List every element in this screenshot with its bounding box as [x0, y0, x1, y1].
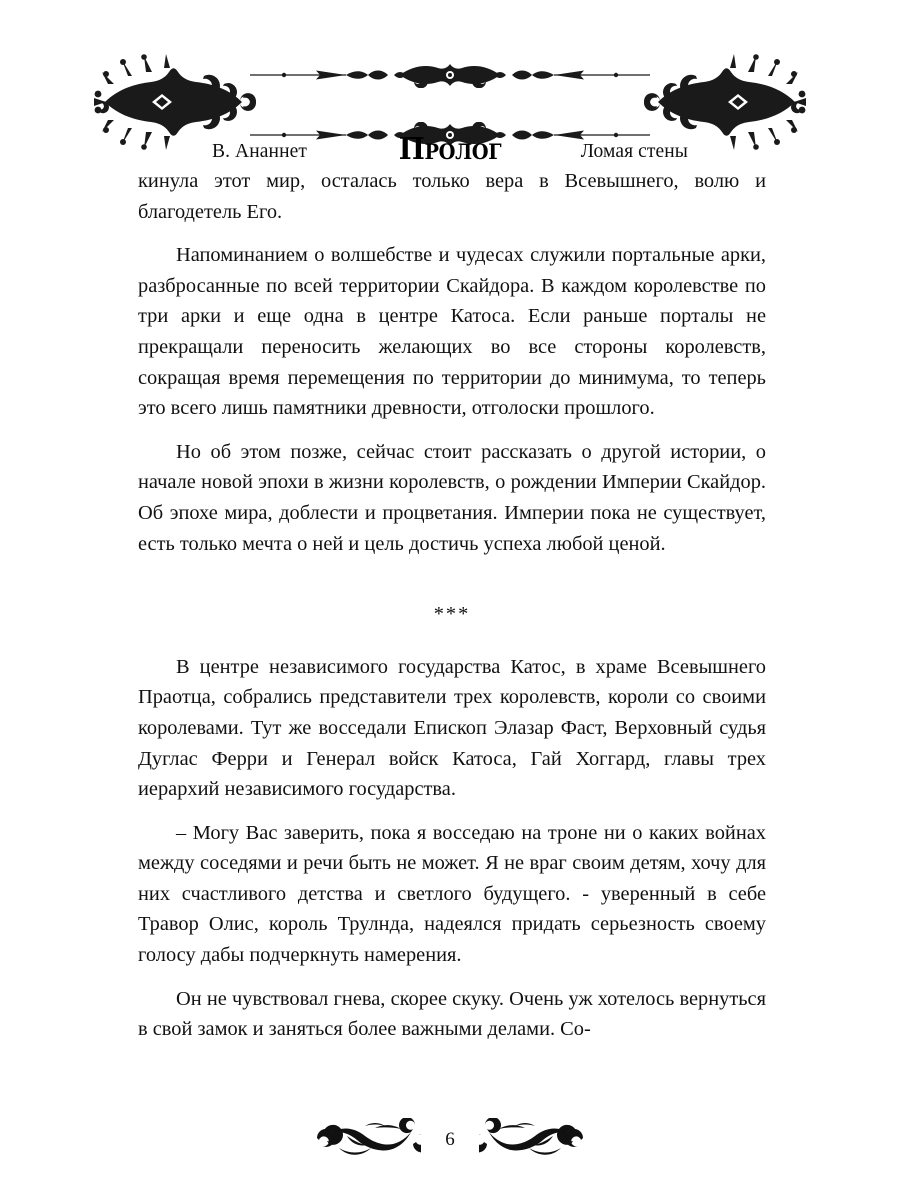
paragraph: Он не чувствовал гнева, скорее скуку. Очень уж хотелось вернуться в свой замок и заняться более важными делами. Со-: [138, 987, 766, 1041]
running-head: [0, 48, 900, 167]
paragraph: Но об этом позже, сейчас стоит рассказать о другой истории, о начале новой эпохи в жизни королевств, о рождении Империи Скайдор. Об эпохе мира, доблести и процветания. Империи пока не существует, есть только мечта о ней и цель достичь успеха любой ценой.: [138, 440, 766, 555]
paragraph: – Могу Вас заверить, пока я восседаю на троне ни о каких войнах между соседями и речи быть не может. Я не враг своим детям, хочу для них счастливого детства и светлого будущего. - уверенный в себе Травор Олис, король Трулнда, надеялся придать серьезность своему голосу дабы подчеркнуть намерения.: [138, 821, 766, 967]
footer-left-flourish-icon: [313, 1118, 421, 1162]
body-text-block: [138, 166, 766, 1045]
footer-row: [0, 1112, 900, 1168]
paragraph: кинула этот мир, осталась только вера в Всевышнего, волю и благодетель Его.: [138, 170, 766, 223]
footer-right-flourish-icon: [479, 1118, 587, 1162]
page-number: 6: [445, 1129, 455, 1150]
running-head-chapter-title: Пролог: [398, 132, 502, 167]
paragraph: Напоминанием о волшебстве и чудесах служили портальные арки, разбросанные по всей территории Скайдора. В каждом королевстве по три арки и еще одна в центре Катоса. Если раньше порталы не прекращали переносить желающих во все стороны королевств, сокращая время перемещения по территории до минимума, то теперь это всего лишь памятники древности, отголоски прошлого.: [138, 244, 766, 420]
page-footer: [0, 1112, 900, 1168]
paragraph: В центре независимого государства Катос, в храме Всевышнего Праотца, собрались представители трех королевств, короли со своими королевами. Тут же восседали Епископ Элазар Фаст, Верховный судья Дуглас Ферри и Генерал войск Катоса, Гай Хоггард, главы трех иерархий независимого государства.: [138, 655, 766, 801]
spacer: [138, 559, 766, 599]
header-top-rule: [250, 62, 650, 88]
spacer: [138, 630, 766, 652]
running-head-book-title: Ломая стены: [580, 141, 688, 162]
running-head-author: В. Ананнет: [212, 141, 307, 162]
scene-break-separator: ***: [433, 603, 471, 626]
